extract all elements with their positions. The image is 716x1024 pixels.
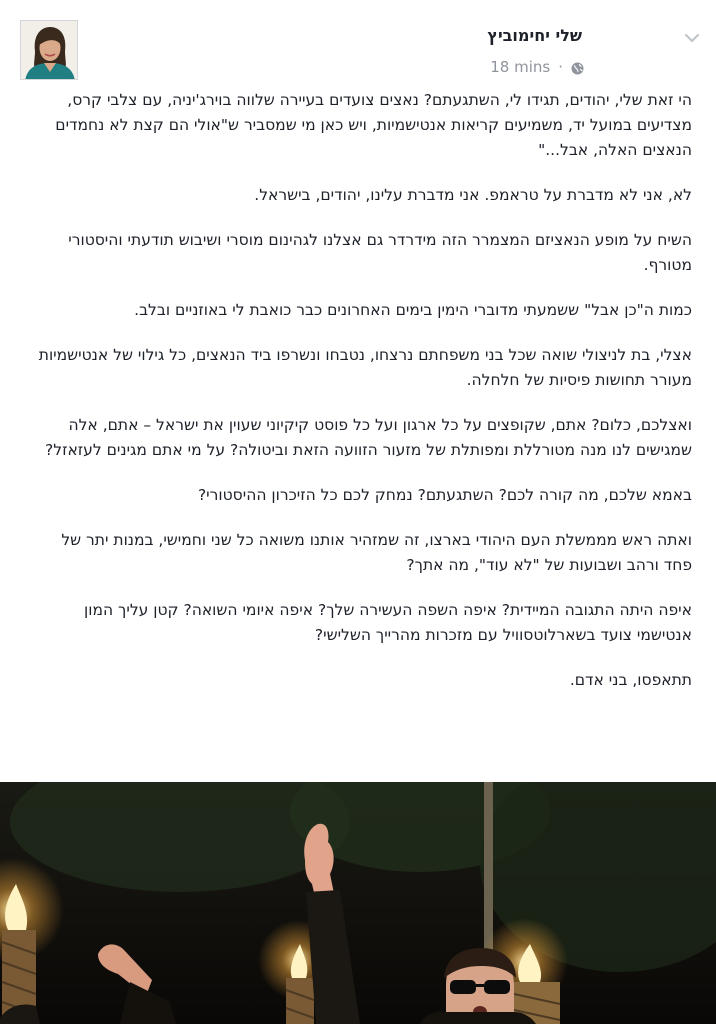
post-photo[interactable] xyxy=(0,782,716,1024)
post-paragraph: ואצלכם, כלום? אתם, שקופצים על כל ארגון ועל כל פוסט קיקיוני שעוין את ישראל – אתם, אלה שמגישים לנו מנה מטורללת ומפותלת של מזעור הזוועה הזאת וביטולה? על מי אתם מגינים לעזאזל? xyxy=(45,416,692,459)
post-header xyxy=(0,0,716,86)
chevron-down-icon[interactable] xyxy=(682,28,702,48)
post-meta xyxy=(490,56,584,78)
post-paragraph: הי זאת שלי, יהודים, תגידו לי, השתגעתם? נאצים צועדים בעיירה שלווה בוירג'יניה, עם צלבי קרס, מצדיעים במועל יד, משמיעים קריאות אנטישמיות, ויש כאן מי שמסביר ש"אולי הם קצת לא נחמדים הנאצים האלה, אבל..." xyxy=(55,91,692,159)
post-paragraph: איפה היתה התגובה המיידית? איפה השפה העשירה שלך? איפה איומי השואה? קטן עליך המון אנטישמי צועד בשארלוטסוויל עם מזכרות מהרייך השלישי? xyxy=(84,601,692,644)
post-paragraph: כמות ה"כן אבל" ששמעתי מדוברי הימין בימים האחרונים כבר כואבת לי באוזניים ובלב. xyxy=(134,301,692,319)
post-paragraph: תתאפסו, בני אדם. xyxy=(569,671,692,689)
author-name[interactable]: שלי יחימוביץ xyxy=(487,26,582,45)
meta-separator: · xyxy=(558,58,563,76)
post-paragraph: ואתה ראש מממשלת העם היהודי בארצו, זה שמזהיר אותנו משואה כל שני וחמישי, במנות יתר של פחד ורהב ושבועות של "לא עוד", מה אתך? xyxy=(61,531,692,574)
globe-icon xyxy=(571,61,584,74)
post-paragraph: השיח על מופע הנאציזם המצמרר הזה מידרדר גם אצלנו לגהינום מוסרי ושיבוש תודעתי והיסטורי מטורף. xyxy=(68,231,692,274)
post-paragraph: באמא שלכם, מה קורה לכם? השתגעתם? נמחק לכם כל הזיכרון ההיסטורי? xyxy=(197,486,692,504)
author-avatar[interactable] xyxy=(20,20,78,80)
post-paragraph: אצלי, בת לניצולי שואה שכל בני משפחתם נרצחו, נטבחו ונשרפו ביד הנאצים, כל גילוי של אנטישמיות מעורר תחושות פיסיות של חלחלה. xyxy=(38,346,692,389)
post-text xyxy=(36,88,692,713)
post-paragraph: לא, אני לא מדברת על טראמפ. אני מדברת עלינו, יהודים, בישראל. xyxy=(254,186,692,204)
post-timestamp[interactable]: 18 mins xyxy=(490,58,551,76)
